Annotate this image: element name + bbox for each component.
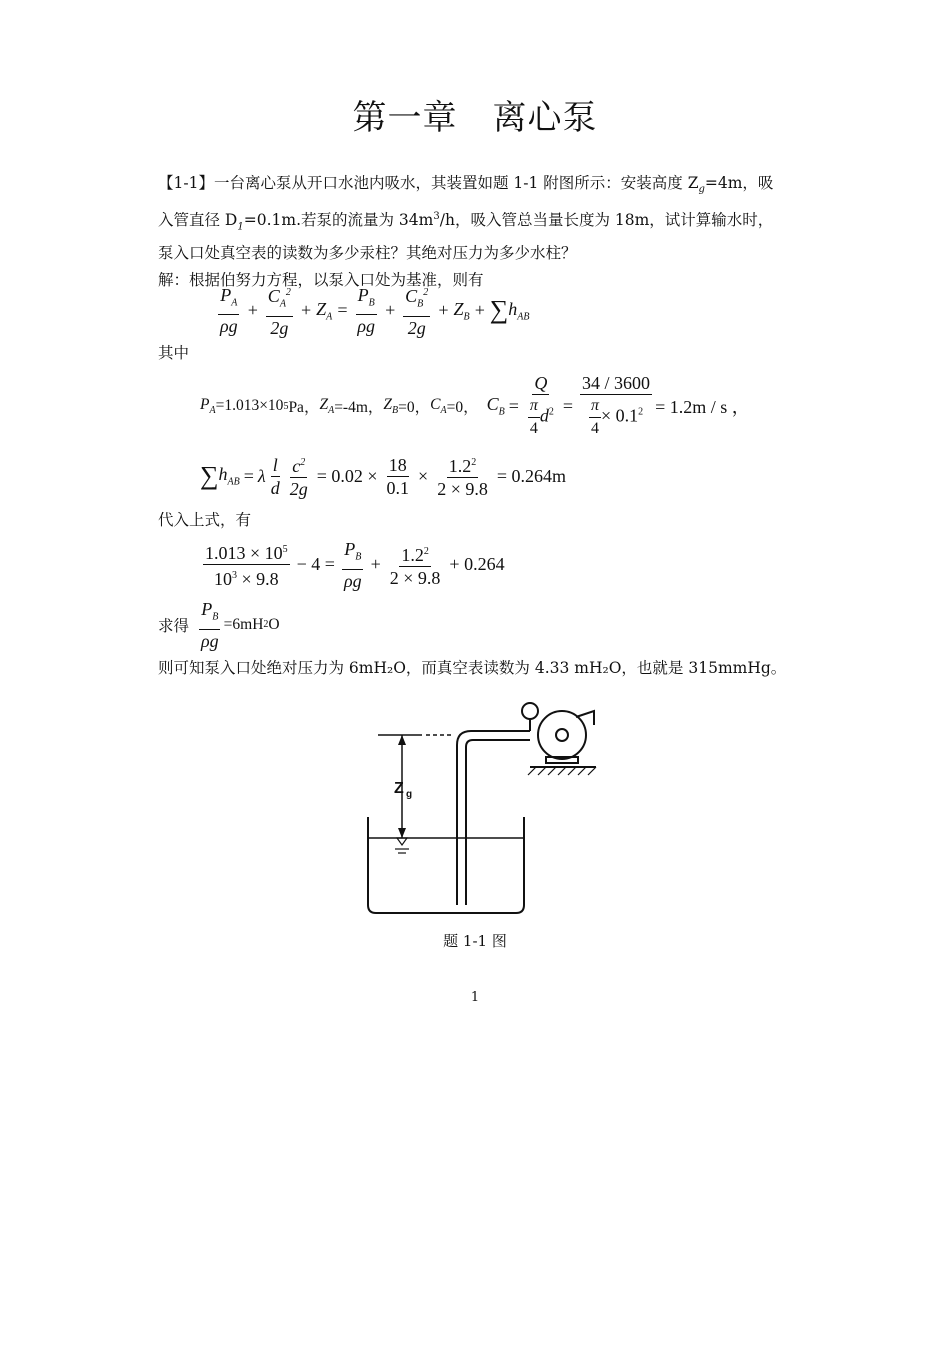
friction-loss-equation: ∑ $h_{AB}$ = λ $\frac{l}{d}$ $\frac{c^2}{2g}$ = 0.02 × $\frac{18}{0.1}$ × $\frac{1.2^2}{2 \times 9.8}$ = 0.264m	[200, 452, 570, 500]
problem-text-1-end: =4m，吸	[704, 174, 774, 192]
problem-line-2	[158, 203, 798, 240]
pa-unit: Pa，	[288, 399, 320, 416]
substitution-equation: $\frac{1.013 \times 10^5}{10^3 \times 9.8}$ − 4 = $\frac{P_B}{\rho g}$ + $\frac{1.2^2}{2 \times 9.8}$ + 0.264	[205, 539, 505, 591]
sub-den-rest: × 9.8	[237, 569, 279, 590]
conclusion: 则可知泵入口处绝对压力为 6mH₂O，而真空表读数为 4.33 mH₂O，也就是 315mmHg。	[158, 659, 787, 677]
height-label: Z	[394, 780, 404, 797]
pa-exponent: 5	[283, 400, 289, 412]
water-level-icon	[397, 838, 407, 845]
page-number: 1	[470, 990, 480, 1005]
solution-intro: 解：根据伯努力方程，以泵入口处为基准，则有	[158, 271, 484, 290]
water-tank	[368, 817, 524, 913]
velocity-value: 1.2	[448, 456, 472, 476]
vacuum-gauge-icon	[522, 703, 538, 719]
known-values: $P_A$ =1.013×10 5 Pa， $Z_A$ =-4m， $Z_B$ =0， $C_A$ =0， $C_B$ = Q $\frac{\pi}{4}$ $d^2$ = 34 / 3600 $\frac{\pi}{4}$ × $0.1^2$ = 1.2m / s ，	[200, 373, 750, 437]
za-value: =-4m，	[334, 399, 384, 416]
m3-superscript: 3	[433, 211, 440, 223]
problem-line-3: 泵入口处真空表的读数为多少汞柱？其绝对压力为多少水柱？	[158, 244, 577, 263]
figure-caption: 题 1-1 图	[443, 932, 507, 950]
suction-pipe-outer	[457, 731, 530, 905]
cb-result: = 1.2m / s ，	[655, 397, 750, 417]
result-intro: 求得	[158, 617, 190, 635]
qizhong-label: 其中	[158, 344, 190, 362]
problem-text-2b: =0.1m.若泵的流量为 34m	[243, 211, 434, 230]
problem-statement	[158, 170, 798, 294]
bernoulli-equation: $\frac{P_A}{\rho g}$ + $\frac{C_A^2}{2g}$ + $Z_A$ = $\frac{P_B}{\rho g}$ + $\frac{C_B^2}{2g}$ + $Z_B$ + ∑ $h_{AB}$	[215, 282, 529, 339]
substitute-intro: 代入上式，有	[158, 511, 252, 529]
sub-denominator: 10	[214, 569, 232, 590]
ground-hatch	[528, 767, 596, 775]
friction-denominator: 2 × 9.8	[437, 479, 488, 499]
sub-velocity: 1.2	[401, 544, 424, 565]
lambda-value: = 0.02 ×	[316, 465, 378, 486]
sub-den-exp: 3	[232, 570, 237, 582]
friction-result: = 0.264m	[496, 465, 566, 486]
result-value: =6mH	[223, 615, 264, 633]
diameter-value: 0.1	[386, 477, 410, 498]
suction-pipe-inner	[466, 740, 530, 905]
sub-numerator: 1.013 × 10	[205, 543, 283, 564]
result-subscript: 2	[263, 619, 269, 631]
pump-diagram	[340, 695, 610, 920]
problem-line-1	[158, 170, 798, 203]
zg-subscript: g	[698, 184, 705, 196]
problem-label: 【1-1】	[158, 174, 214, 192]
height-label-sub: g	[406, 789, 413, 800]
chapter-title: 第一章 离心泵	[352, 98, 598, 138]
d1-subscript: 1	[237, 221, 244, 233]
problem-text-1: 一台离心泵从开口水池内吸水，其装置如题 1-1 附图所示：安装高度 Z	[213, 174, 699, 192]
pump-impeller	[556, 729, 568, 741]
cb-denominator: × 0.1	[600, 405, 639, 426]
cb-numerator: 34 / 3600	[582, 373, 651, 393]
length-value: 18	[388, 454, 407, 475]
ca-value: =0，	[446, 399, 479, 416]
sub-velocity-den: 2 × 9.8	[389, 567, 441, 588]
result-line: 求得 $\frac{P_B}{\rho g}$ =6mH 2 O	[158, 599, 280, 651]
pump-casing	[538, 711, 586, 759]
problem-text-2c: /h，吸入管总当量长度为 18m，试计算输水时，	[439, 211, 774, 230]
result-oxygen: O	[268, 615, 280, 633]
plus-loss: + 0.264	[449, 554, 505, 575]
pa-value: =1.013×10	[215, 397, 284, 414]
sub-num-exp: 5	[282, 544, 288, 556]
problem-text-2a: 入管直径 D	[158, 211, 238, 230]
minus-four: − 4 =	[296, 554, 335, 575]
zb-value: =0，	[398, 399, 431, 416]
